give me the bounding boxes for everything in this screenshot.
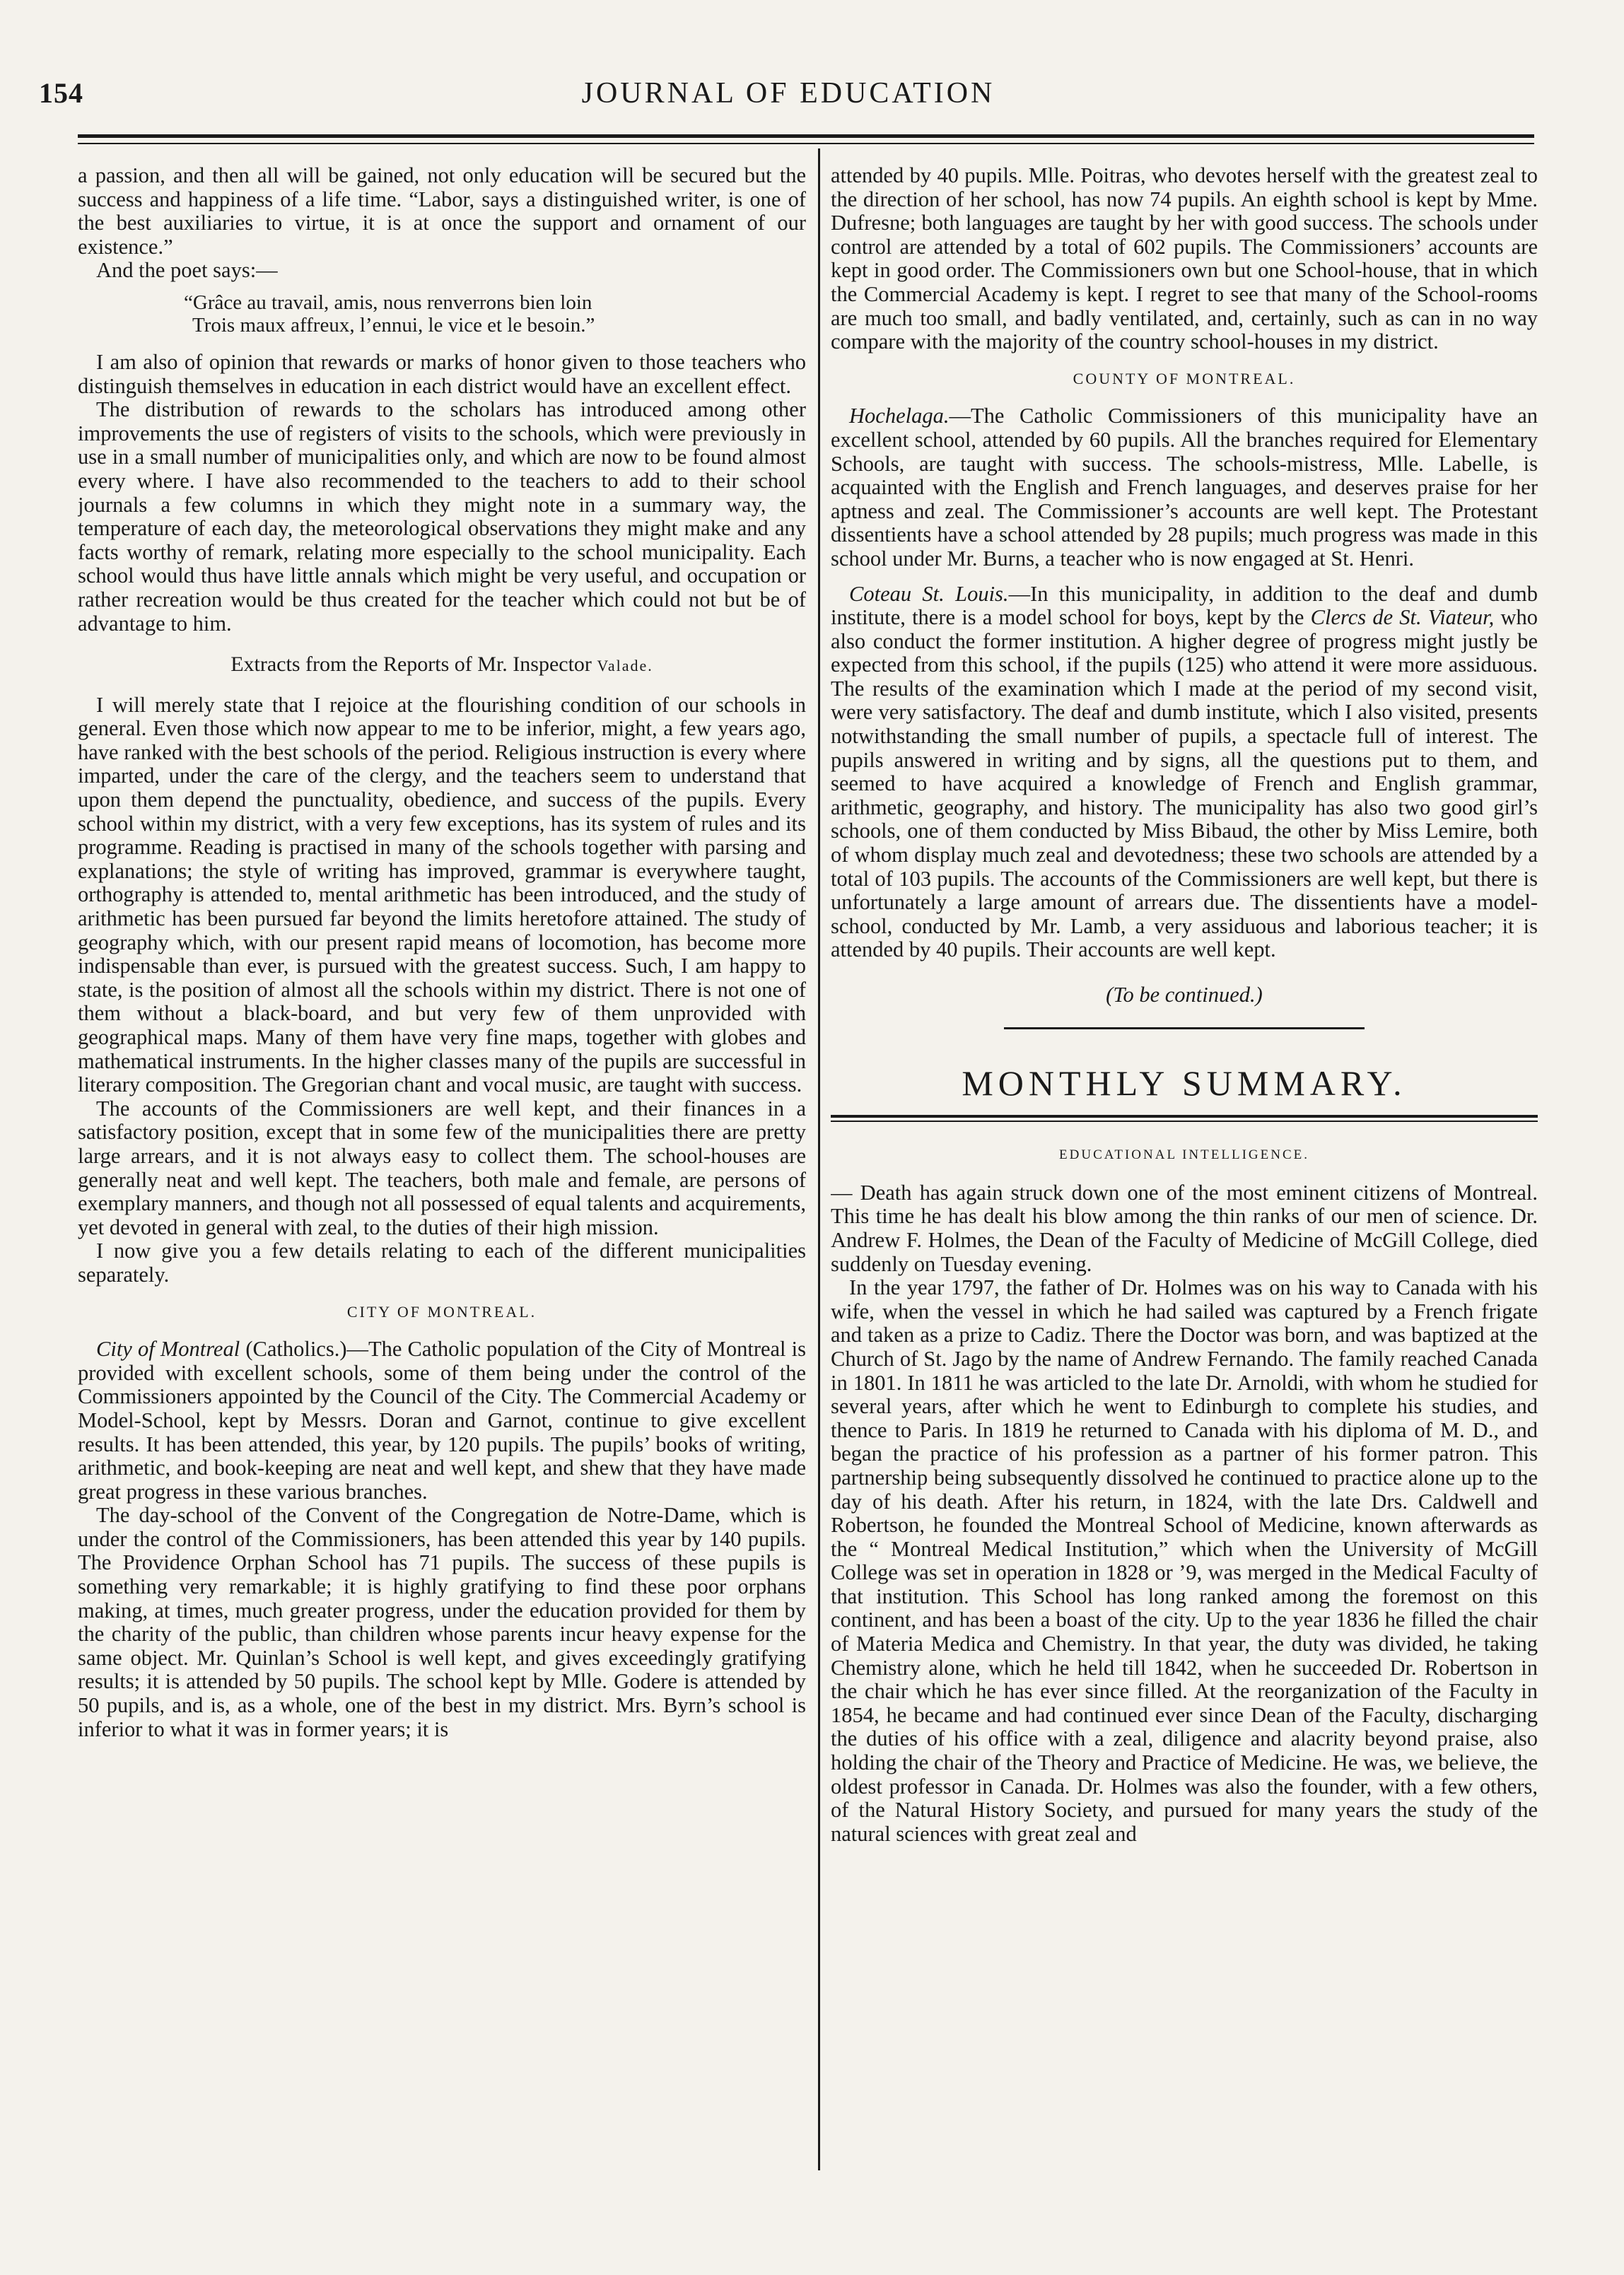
section-heading-county: COUNTY OF MONTREAL. [1073,369,1296,387]
paragraph [831,583,1538,963]
paragraph-text: —The Catholic Commissioners of this municipality have an excellent school, attended by 60 pupils. All the branches required for Elementary Schools, are taught with success. The schools-mistress, Mlle. Labelle, is acquainted with the English and French languages, and deserves praise for her aptness and zeal. The Commissioner’s accounts are well kept. The Protestant dissentients have a school attended by 28 pupils; much progress was made in this school under Mr. Burns, a teacher who is now engaged at St. Henri. [831,404,1538,571]
separator-rule [1004,1027,1365,1029]
to-be-continued: (To be continued.) [1106,983,1263,1007]
paragraph: — Death has again struck down one of the most eminent citizens of Montreal. This time he has dealt his blow among the thin ranks of our men of science. Dr. Andrew F. Holmes, the Dean of the Faculty of Medicine of McGill College, died suddenly on Tuesday evening. [831,1180,1538,1276]
clercs-italic: Clercs de St. Viateur, [1310,605,1495,630]
paragraph: The distribution of rewards to the scholars has introduced among other improvements the use of registers of visits to the schools, which were previously in use in a small number of municipalities only, and which are now to be found almost every where. I have also recommended to the teachers to add to their school journals a few columns in which they might note in a summary way, the temperature of each day, the meteorological observations they might make and any facts worthy of remark, relating more especially to the school municipality. Each school would thus have little annals which might be very useful, and occupation or rather recreation would be thus created for the teacher which could not but be of advantage to him. [78,397,806,636]
paragraph: And the poet says:— [96,258,278,283]
paragraph: I now give you a few details relating to each of the different municipalities separately. [78,1239,806,1287]
poem-line: “Grâce au travail, amis, nous renverrons bien loin [184,291,592,314]
right-column [831,164,1538,2200]
paragraph-text: —In this municipality, in addition to the deaf and dumb institute, there is a model school for boys, kept by the [831,581,1538,630]
paragraph: I am also of opinion that rewards or marks of honor given to those teachers who distinguish themselves in education in each district would have an excellent effect. [78,349,806,398]
journal-title: JOURNAL OF EDUCATION [581,77,995,110]
paragraph [831,404,1538,571]
section-heading-city: CITY OF MONTREAL. [346,1302,537,1321]
extracts-prefix: Extracts from the Reports of Mr. Inspector [230,653,597,677]
paragraph-text: who also conduct the former institution. A higher degree of progress might justly be expected from this school, if the pupils (125) who attend it were more assiduous. The results of the examination which I made at the period of my second visit, were very satisfactory. The deaf and dumb institute, which I also visited, presents notwithstanding the small number of pupils, a spectacle full of interest. The pupils answered in writing and by signs, all the questions put to them, and seemed to have acquired a knowledge of French and English grammar, arithmetic, geography, and history. The municipality has also two good girl’s schools, one of them conducted by Miss Bibaud, the other by Miss Lemire, both of whom display much zeal and devotedness; these two schools are attended by a total of 103 pupils. The accounts of the Commissioners are well kept, but there is unfortunately a large amount of arrears due. The dissentients have a model-school, conducted by Mr. Lamb, a very assiduous and laborious teacher; it is attended by 40 pupils. Their accounts are well kept. [831,605,1538,962]
page-number: 154 [39,77,83,109]
header-rule [78,134,1534,138]
lead-italic: Coteau St. Louis. [849,581,1009,606]
paragraph: a passion, and then all will be gained, not only education will be secured but the success and happiness of a life time. “Labor, says a distinguished writer, is one of the best auxiliaries to virtue, it is at once the support and ornament of our existence.” [78,164,806,259]
poem-quote [78,291,806,337]
poem-line: Trois maux affreux, l’ennui, le vice et le besoin.” [192,313,595,337]
paragraph: The day-school of the Convent of the Congregation de Notre-Dame, which is under the control of the Commissioners, has been attended this year by 140 pupils. The Providence Orphan School has 71 pupils. The success of these pupils is something very remarkable; it is highly gratifying to find these poor orphans making, at times, much greater progress, under the education provided for them by the charity of the public, than children whose parents incur heavy expense for the same object. Mr. Quinlan’s School is well kept, and gives exceedingly gratifying results; it is attended by 50 pupils. The school kept by Mlle. Godere is attended by 50 pupils, and is, as a whole, one of the best in my district. Mrs. Byrn’s school is inferior to what it was in former years; it is [78,1503,806,1741]
inspector-name: Valade. [597,657,653,675]
heading-rule-thin [831,1121,1538,1122]
heading-rule [831,1115,1538,1118]
page-header [39,76,1538,119]
paragraph-text: (Catholics.)—The Catholic population of the City of Montreal is provided with excellent schools, some of them being under the control of the Commissioners appointed by the Council of the City. The Commercial Academy or Model-School, kept by Messrs. Doran and Garnot, continue to give excellent results. It has been attended, this year, by 120 pupils. The pupils’ books of writing, arithmetic, and book-keeping are neat and well kept, and shew that they have made great progress in these various branches. [78,1337,806,1504]
paragraph: In the year 1797, the father of Dr. Holmes was on his way to Canada with his wife, when the vessel in which he had sailed was captured by a French frigate and taken as a prize to Cadiz. There the Doctor was born, and was baptized at the Church of St. Jago by the name of Andrew Fernando. The family reached Canada in 1801. In 1811 he was articled to the late Dr. Arnoldi, with whom he studied for several years, after which he went to Edinburgh to complete his studies, and thence to Paris. In 1819 he returned to Canada with his diploma of M. D., and began the practice of his profession as a partner of his former patron. This partnership being subsequently dissolved he continued to practice alone up to the day of his death. After his return, in 1824, with the late Drs. Caldwell and Robertson, he founded the Montreal School of Medicine, known afterwards as the “ Montreal Medical Institution,” which when the University of McGill College was set in operation in 1828 or ’9, was merged in the Medical Faculty of that institution. This School has long ranked among the foremost on this continent, and has been a boast of the city. Up to the year 1836 he filled the chair of Materia Medica and Chemistry. In that year, the duty was divided, he taking Chemistry alone, which he held till 1842, when he succeeded Dr. Robertson in the chair which he has ever since filled. At the reorganization of the Faculty in 1854, he became and had continued ever since Dean of the Faculty, discharging the duties of his office with a zeal, diligence and alacrity beyond praise, also holding the chair of the Theory and Practice of Medicine. He was, we believe, the oldest professor in Canada. Dr. Holmes was also the founder, with a few others, of the Natural History Society, and pursued for many years the study of the natural sciences with great zeal and [831,1275,1538,1846]
header-rule-thin [78,143,1534,144]
left-column [78,164,806,2200]
section-heading-extracts [78,653,806,678]
lead-italic: City of Montreal [96,1337,240,1362]
paragraph: I will merely state that I rejoice at the flourishing condition of our schools in general. Even those which now appear to me to be inferior, might, a few years ago, have ranked with the best schools of the period. Religious instruction is every where imparted, under the care of the clergy, and the teachers seem to understand that upon them depend the punctuality, obedience, and success of the pupils. Every school within my district, with a very few exceptions, has its system of rules and its programme. Reading is practised in many of the schools together with parsing and explanations; the style of writing has improved, grammar is everywhere taught, orthography is attended to, mental arithmetic has been introduced, and the study of arithmetic has been pursued far beyond the limits heretofore attained. The study of geography which, with our present rapid means of locomotion, has become more indispensable than ever, is pursued with the greatest success. Such, I am happy to state, is the position of almost all the schools within my district. There is not one of them without a black-board, and but very few of them unprovided with geographical maps. Many of them have very fine maps, together with globes and mathematical instruments. In the higher classes many of the pupils are successful in literary composition. The Gregorian chant and vocal music, are taught with success. [78,692,806,1097]
paragraph [78,1338,806,1504]
paragraph: attended by 40 pupils. Mlle. Poitras, who devotes herself with the greatest zeal to the direction of her school, has now 74 pupils. An eighth school is kept by Mme. Dufresne; both languages are taught by her with good success. The schools under control are attended by a total of 602 pupils. The Commissioners’ accounts are kept in good order. The Commissioners own but one School-house, that in which the Commercial Academy is kept. I regret to see that many of the School-rooms are much too small, and badly ventilated, and, certainly, such as can in no way compare with the majority of the country school-houses in my district. [831,164,1538,354]
educational-intelligence-heading: EDUCATIONAL INTELLIGENCE. [1059,1147,1309,1163]
paragraph: The accounts of the Commissioners are well kept, and their finances in a satisfactory position, except that in some few of the municipalities there are pretty large arrears, and it is not always easy to collect them. The school-houses are generally neat and well kept. The teachers, both male and female, are persons of exemplary manners, and though not all possessed of equal talents and acquirements, yet devoted in general with zeal, to the duties of their high mission. [78,1096,806,1239]
lead-italic: Hochelaga. [849,404,950,428]
column-divider [818,148,820,2170]
monthly-summary-heading: MONTHLY SUMMARY. [962,1063,1407,1103]
